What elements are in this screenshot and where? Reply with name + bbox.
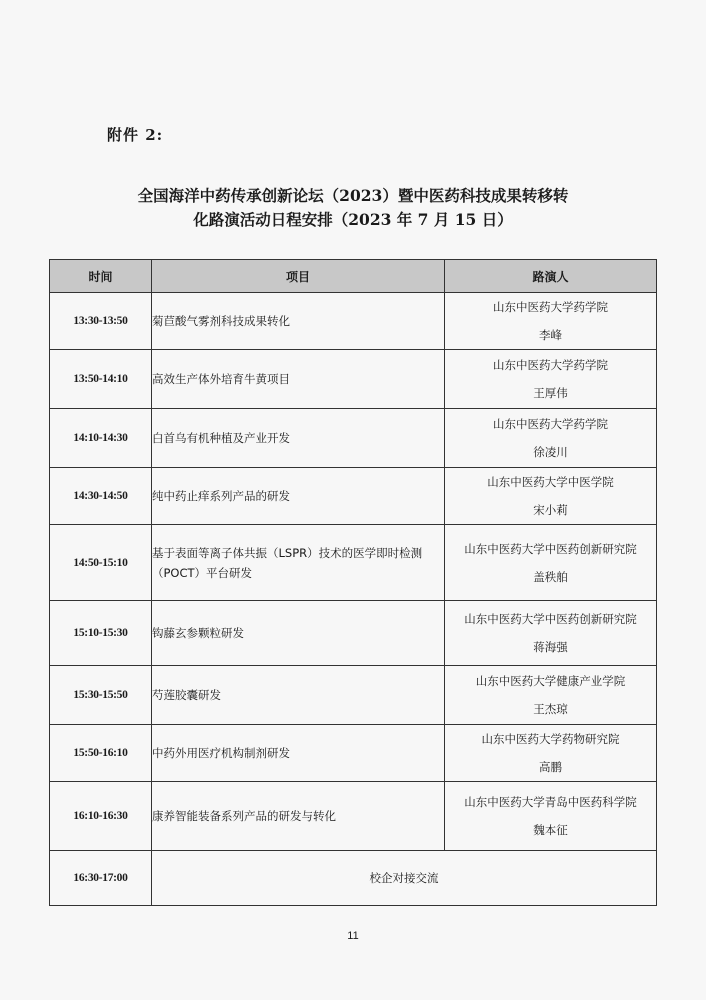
header-time: 时间: [50, 260, 152, 293]
row-time: 13:50-14:10: [50, 350, 152, 409]
presenter-org: 山东中医药大学药学院: [493, 417, 608, 431]
presenter-name: 魏本征: [533, 823, 568, 837]
row-activity: 校企对接交流: [152, 851, 657, 906]
presenter-org: 山东中医药大学中医药创新研究院: [464, 612, 637, 626]
row-time: 15:10-15:30: [50, 601, 152, 666]
row-project: 纯中药止痒系列产品的研发: [152, 468, 445, 525]
row-time: 16:10-16:30: [50, 782, 152, 851]
row-time: 14:50-15:10: [50, 525, 152, 601]
row-project: 菊苣酸气雾剂科技成果转化: [152, 293, 445, 350]
row-time: 13:30-13:50: [50, 293, 152, 350]
presenter-org: 山东中医药大学药学院: [493, 300, 608, 314]
presenter-name: 盖秩舶: [533, 569, 568, 584]
row-project: 康养智能装备系列产品的研发与转化: [152, 782, 445, 851]
row-presenter: [445, 468, 657, 525]
presenter-name: 高鹏: [539, 760, 562, 774]
table-row: [50, 666, 657, 725]
presenter-org: 山东中医药大学青岛中医药科学院: [464, 795, 637, 809]
presenter-name: 蒋海强: [533, 640, 568, 654]
row-presenter: [445, 666, 657, 725]
table-row: [50, 782, 657, 851]
schedule-table: [49, 259, 657, 906]
document-title-line-2: 化路演活动日程安排（2023 年 7 月 15 日）: [193, 210, 513, 229]
header-project: 项目: [152, 260, 445, 293]
row-project: 白首乌有机种植及产业开发: [152, 409, 445, 468]
row-presenter: [445, 409, 657, 468]
row-time: 16:30-17:00: [50, 851, 152, 906]
row-presenter: [445, 782, 657, 851]
row-project: 高效生产体外培育牛黄项目: [152, 350, 445, 409]
document-title-line-1: 全国海洋中药传承创新论坛（2023）暨中医药科技成果转移转: [137, 186, 569, 205]
presenter-name: 王杰琼: [533, 702, 568, 716]
presenter-org: 山东中医药大学中医学院: [487, 475, 614, 489]
attachment-label: 附件 2:: [107, 126, 164, 144]
row-presenter: [445, 293, 657, 350]
table-row-final: [50, 851, 657, 906]
row-presenter: [445, 350, 657, 409]
header-presenter: 路演人: [445, 260, 657, 293]
presenter-org: 山东中医药大学药学院: [493, 358, 608, 372]
table-row: [50, 525, 657, 601]
row-project: 中药外用医疗机构制剂研发: [152, 725, 445, 782]
presenter-org: 山东中医药大学药物研究院: [481, 732, 620, 746]
table-header-row: [50, 260, 657, 293]
row-time: 14:30-14:50: [50, 468, 152, 525]
presenter-name: 徐凌川: [533, 445, 568, 459]
row-project: 钩藤玄参颗粒研发: [152, 601, 445, 666]
row-time: 14:10-14:30: [50, 409, 152, 468]
row-project: 芍莲胶囊研发: [152, 666, 445, 725]
table-row: [50, 468, 657, 525]
row-presenter: [445, 525, 657, 601]
row-presenter: [445, 601, 657, 666]
table-row: [50, 725, 657, 782]
table-row: [50, 293, 657, 350]
table-row: [50, 601, 657, 666]
presenter-name: 王厚伟: [533, 386, 568, 400]
presenter-name: 宋小莉: [533, 503, 568, 517]
presenter-org: 山东中医药大学健康产业学院: [475, 674, 626, 688]
presenter-org: 山东中医药大学中医药创新研究院: [464, 541, 637, 556]
row-presenter: [445, 725, 657, 782]
row-time: 15:50-16:10: [50, 725, 152, 782]
table-row: [50, 409, 657, 468]
table-row: [50, 350, 657, 409]
row-project: 基于表面等离子体共振（LSPR）技术的医学即时检测（POCT）平台研发: [152, 525, 445, 601]
row-time: 15:30-15:50: [50, 666, 152, 725]
presenter-name: 李峰: [539, 328, 562, 342]
page-number: 11: [347, 930, 359, 942]
